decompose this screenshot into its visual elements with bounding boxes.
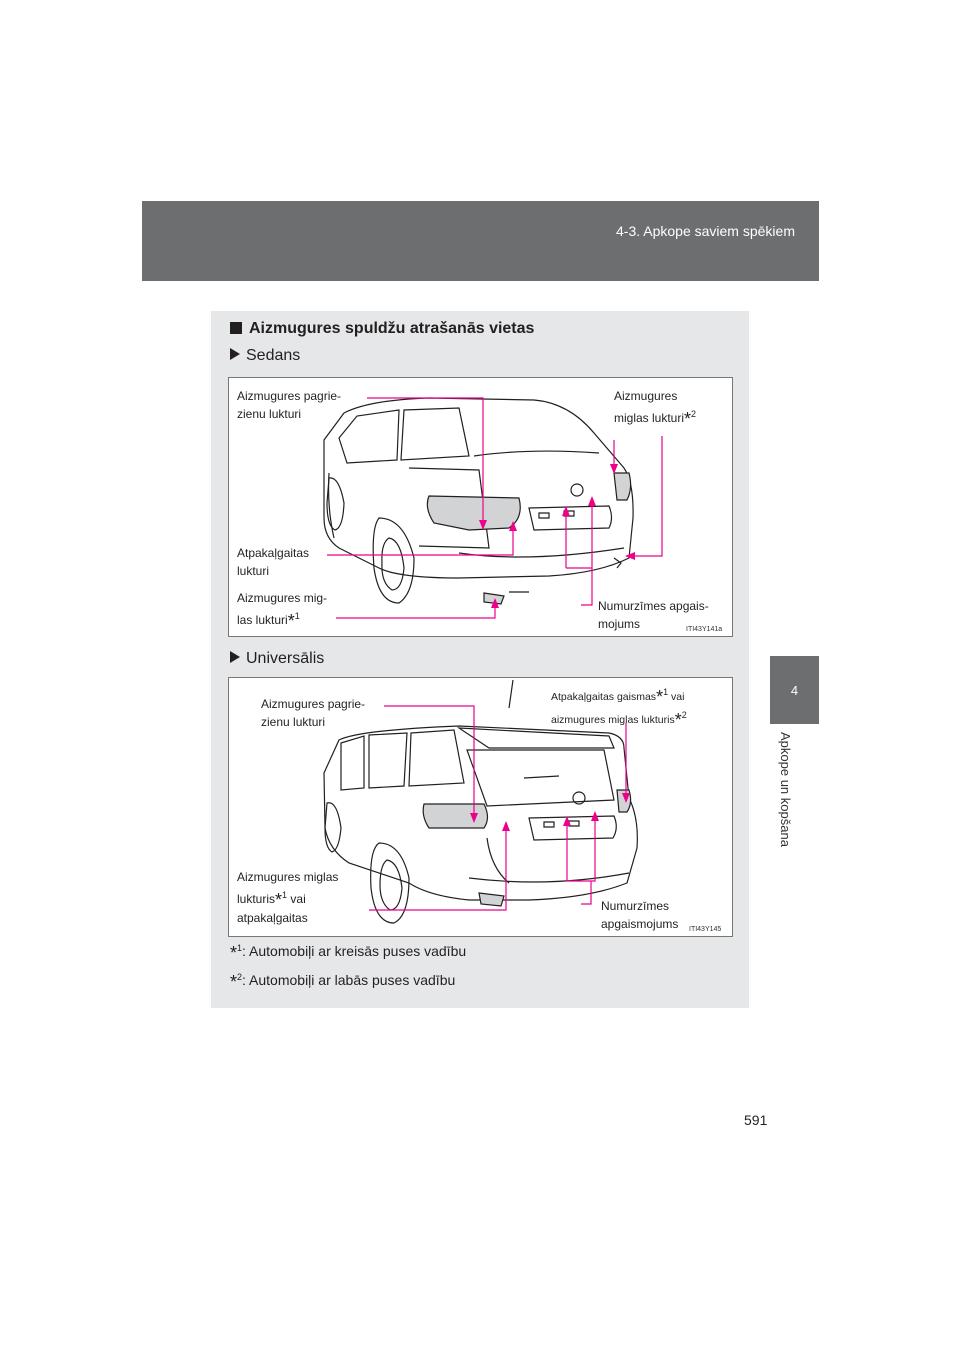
- wagon-figure-code: ITI43Y145: [689, 926, 722, 933]
- asterisk-icon: *: [230, 943, 238, 963]
- asterisk-icon: *: [275, 890, 283, 910]
- wagon-turn-line2: zienu lukturi: [261, 715, 326, 729]
- wagon-rev-vai: vai: [671, 691, 685, 703]
- sedan-fog-mark: 1: [294, 611, 300, 621]
- footnote-2-mark: 2: [237, 972, 243, 982]
- asterisk-icon: *: [230, 972, 238, 992]
- wagon-plate-line2: apgaismojums: [601, 917, 679, 931]
- wagon-plate-label: [601, 897, 678, 933]
- footnote-1-text: : Automobiļi ar kreisās puses vadību: [242, 943, 467, 959]
- chapter-number: 4: [790, 683, 799, 698]
- footnote-2-text: : Automobiļi ar labās puses vadību: [242, 972, 456, 988]
- wagon-fog-line2a: lukturis: [237, 892, 276, 906]
- section-heading: [230, 320, 534, 338]
- footnote-1-mark: 1: [237, 943, 243, 953]
- sedan-rearfog-mark: 2: [691, 409, 697, 419]
- sedan-plate-line2: mojums: [598, 617, 641, 631]
- sedan-plate-line1: Numurzīmes apgais-: [598, 599, 709, 613]
- wagon-fog-mark: 1: [282, 890, 288, 900]
- sedan-turn-line2: zienu lukturi: [237, 407, 302, 421]
- sedan-subheading: [230, 347, 300, 365]
- chapter-title: Apkope un kopšana: [778, 732, 793, 847]
- sedan-fog-line2: las lukturi: [237, 613, 288, 627]
- chapter-header: [142, 201, 819, 281]
- sedan-fog-line1: Aizmugures mig-: [237, 591, 328, 605]
- wagon-fog-line2b: vai: [290, 892, 306, 906]
- sedan-rearfog-label: [614, 387, 696, 428]
- asterisk-icon: *: [684, 409, 692, 429]
- wagon-subheading: [230, 650, 324, 668]
- header-title: 4-3. Apkope saviem spēkiem: [616, 223, 795, 239]
- sedan-rearfog-line2: miglas lukturi: [614, 411, 685, 425]
- chapter-side-label: [778, 732, 808, 882]
- footnote-1: [230, 943, 466, 964]
- sedan-label: Sedans: [246, 347, 301, 364]
- asterisk-icon: *: [656, 687, 664, 707]
- footnote-2: [230, 972, 455, 993]
- sedan-backup-label: [237, 544, 309, 580]
- wagon-label: Universālis: [246, 650, 325, 667]
- section-heading-text: Aizmugures spuldžu atrašanās vietas: [249, 320, 535, 337]
- wagon-reverse-label: [551, 683, 687, 729]
- wagon-rev-mark2: 2: [681, 710, 687, 720]
- square-bullet-icon: [230, 322, 242, 334]
- wagon-fog-line3: atpakaļgaitas: [237, 911, 308, 925]
- wagon-rev-line2: aizmugures miglas lukturis: [551, 714, 675, 726]
- sedan-fog-label: [237, 589, 327, 630]
- wagon-fog-label: [237, 868, 338, 927]
- chapter-tab: [770, 656, 819, 724]
- triangle-bullet-icon: [230, 348, 240, 360]
- asterisk-icon: *: [287, 611, 295, 631]
- page-number: 591: [744, 1112, 768, 1128]
- sedan-turn-label: [237, 387, 341, 423]
- sedan-rearfog-line1: Aizmugures: [614, 389, 678, 403]
- sedan-backup-line1: Atpakaļgaitas: [237, 546, 310, 560]
- wagon-turn-line1: Aizmugures pagrie-: [261, 697, 366, 711]
- sedan-backup-line2: lukturi: [237, 564, 270, 578]
- sedan-turn-line1: Aizmugures pagrie-: [237, 389, 342, 403]
- sedan-figure-code: ITI43Y141a: [686, 626, 723, 633]
- wagon-fog-line1: Aizmugures miglas: [237, 870, 339, 884]
- asterisk-icon: *: [674, 710, 682, 730]
- triangle-bullet-icon: [230, 651, 240, 663]
- wagon-rev-line1: Atpakaļgaitas gaismas: [551, 691, 657, 703]
- wagon-rev-mark1: 1: [663, 687, 669, 697]
- wagon-turn-label: [261, 695, 365, 731]
- wagon-plate-line1: Numurzīmes: [601, 899, 670, 913]
